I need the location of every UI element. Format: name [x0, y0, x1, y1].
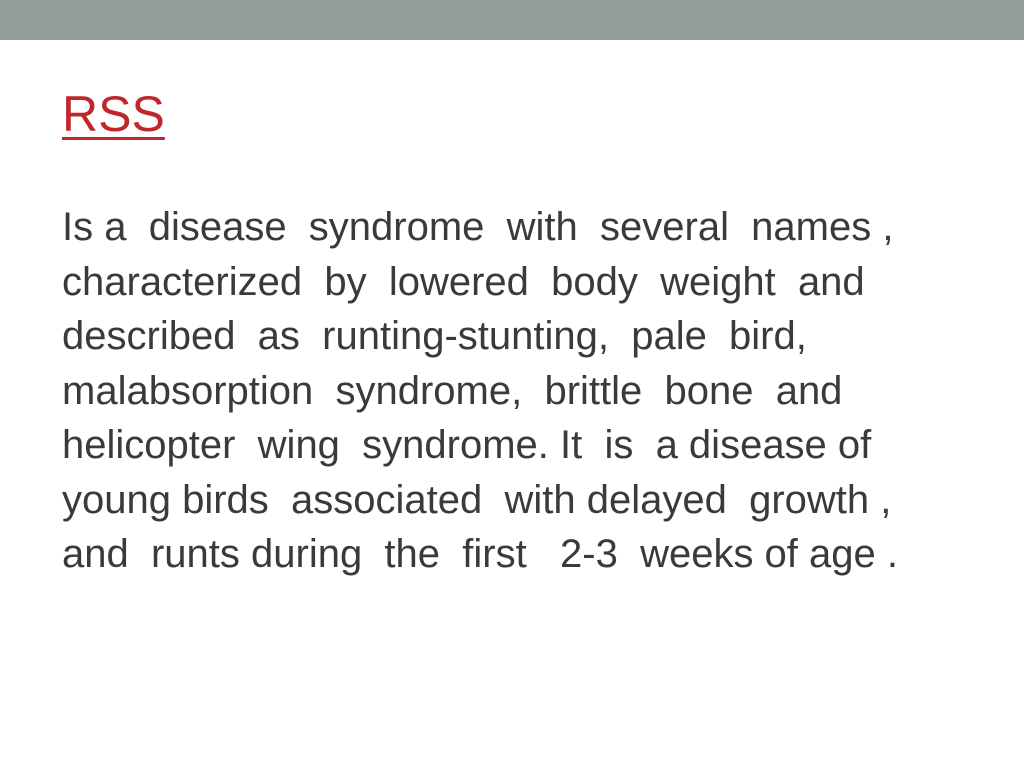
- slide-title: RSS: [62, 86, 165, 142]
- body-line: Is a disease syndrome with several names ,: [62, 205, 894, 249]
- body-line: young birds associated with delayed growth ,: [62, 477, 892, 522]
- top-accent-bar: [0, 0, 1024, 40]
- slide-body: [62, 200, 1012, 582]
- body-line: helicopter wing syndrome. It is a disease of: [62, 423, 872, 467]
- body-line: described as runting-stunting, pale bird,: [62, 314, 807, 358]
- body-line: malabsorption syndrome, brittle bone and: [62, 368, 843, 413]
- body-line: characterized by lowered body weight and: [62, 259, 865, 304]
- body-line: and runts during the first 2-3 weeks of age .: [62, 532, 898, 576]
